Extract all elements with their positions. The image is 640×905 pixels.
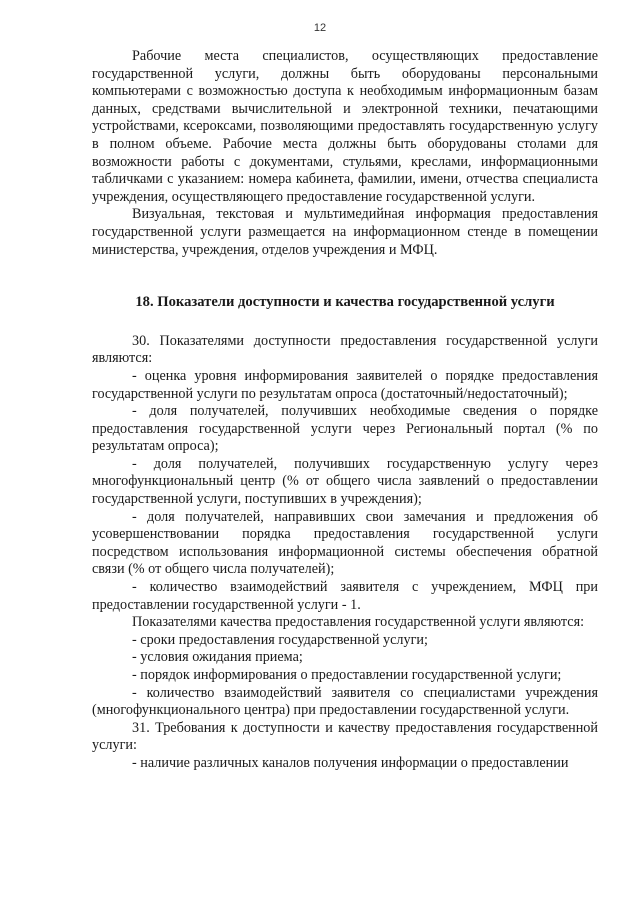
section-heading: 18. Показатели доступности и качества государственной услуги bbox=[135, 294, 555, 311]
list-item: - доля получателей, получивших необходимые сведения о порядке предоставления государственной услуги через Региональный портал (% по результатам опроса); bbox=[92, 403, 598, 455]
list-item: - условия ожидания приема; bbox=[132, 649, 303, 666]
list-item: - порядок информирования о предоставлении государственной услуги; bbox=[132, 667, 562, 683]
paragraph-visual-info: Визуальная, текстовая и мультимедийная информация предоставления государственной услуги размещается на информационном стенде в помещении министерства, учреждения, отделов учреждения и МФЦ. bbox=[92, 206, 598, 258]
page-number: 12 bbox=[313, 22, 327, 34]
list-item: - доля получателей, получивших государственную услугу через многофункциональный центр (% от общего числа заявлений о предоставлении государственной услуги, поступивших в учреждения); bbox=[92, 455, 598, 508]
list-item: - оценка уровня информирования заявителей о порядке предоставления государственной услуги по результатам опроса (достаточный/недостаточный); bbox=[92, 367, 598, 402]
list-item: - доля получателей, направивших свои замечания и предложения об усовершенствовании порядка предоставления государственной услуги посредством использования информационной системы обеспечения обратной связи (% от общего числа получателей); bbox=[92, 508, 598, 578]
list-item: - количество взаимодействий заявителя с учреждением, МФЦ при предоставлении государственной услуги - 1. bbox=[92, 579, 598, 613]
document-body bbox=[92, 48, 598, 773]
paragraph-workplaces: Рабочие места специалистов, осуществляющих предоставление государственной услуги, должны быть оборудованы персональными компьютерами с возможностью доступа к необходимым информационным базам данных, средствами вычислительной и электронной техники, печатающими устройствами, ксероксами, позволяющими предоставлять государственную услугу в полном объеме. Рабочие места должны быть оборудованы столами для возможности работы с документами, стульями, креслами, информационными табличками с указанием: номера кабинета, фамилии, имени, отчества специалиста учреждения, осуществляющего предоставление государственной услуги. bbox=[92, 48, 598, 205]
paragraph-item-30: 30. Показателями доступности предоставления государственной услуги являются: bbox=[92, 332, 598, 367]
paragraph-item-31: 31. Требования к доступности и качеству предоставления государственной услуги: bbox=[92, 719, 598, 754]
list-item: - сроки предоставления государственной услуги; bbox=[132, 631, 428, 648]
list-item: - наличие различных каналов получения информации о предоставлении bbox=[132, 754, 569, 771]
list-item: - количество взаимодействий заявителя со специалистами учреждения (многофункционального центра) при предоставлении государственной услуги. bbox=[92, 684, 598, 719]
paragraph-quality: Показателями качества предоставления государственной услуги являются: bbox=[132, 614, 585, 631]
